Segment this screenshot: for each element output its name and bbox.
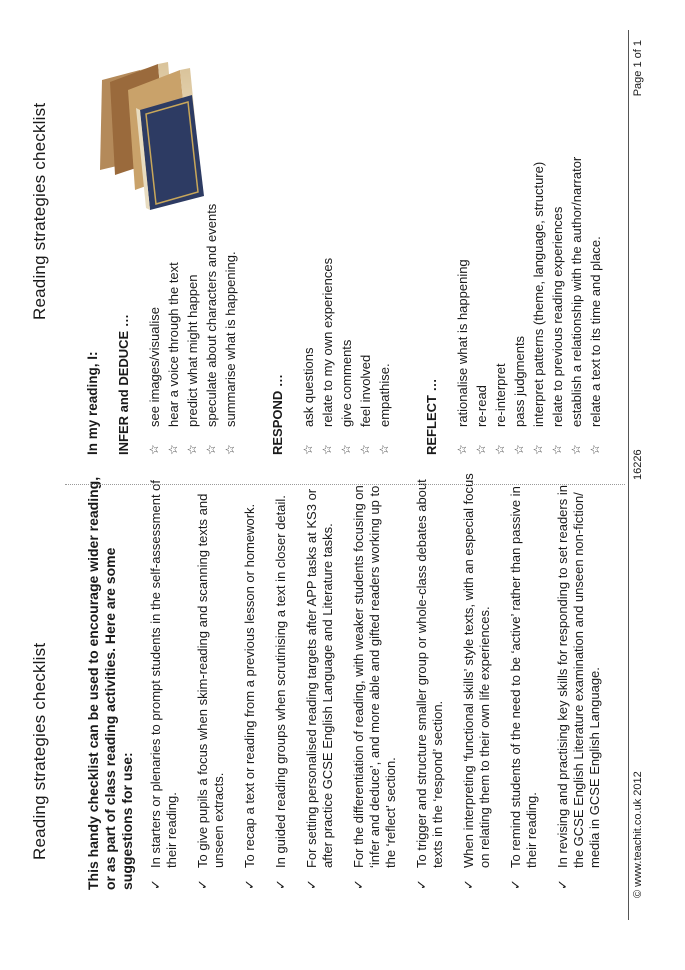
star-icon: ☆	[301, 444, 315, 455]
tick-icon: ✓	[508, 879, 523, 890]
star-icon: ☆	[320, 444, 334, 455]
star-icon: ☆	[569, 444, 583, 455]
use-item	[461, 470, 493, 890]
use-text: In guided reading groups when scrutinising a text in closer detail.	[273, 495, 288, 868]
checklist-item	[299, 35, 318, 455]
checklist-item	[472, 35, 491, 455]
checklist-item	[375, 35, 394, 455]
use-text: To recap a text or reading from a previous lesson or homework.	[242, 503, 257, 868]
use-text: To trigger and structure smaller group or whole-class debates about texts in the ‘respond’ section.	[414, 479, 445, 868]
section-title: INFER and DEDUCE …	[116, 314, 131, 455]
use-item	[195, 470, 227, 890]
checklist-item-text: ask questions	[301, 347, 316, 427]
star-icon: ☆	[223, 444, 237, 455]
checklist-item-text: relate a text to its time and place.	[588, 236, 603, 427]
star-icon: ☆	[204, 444, 218, 455]
use-item	[555, 470, 603, 890]
checklist-item-text: see images/visualise	[147, 307, 162, 427]
uses-list	[148, 470, 618, 890]
checklist-item-text: feel involved	[358, 354, 373, 427]
use-item	[414, 470, 446, 890]
book-stack	[100, 62, 204, 210]
footer	[628, 30, 644, 920]
tick-icon: ✓	[461, 879, 476, 890]
intro-text: This handy checklist can be used to encourage wider reading, or as part of class reading activities. Here are some suggestions for use:	[85, 476, 135, 890]
checklist-item-text: relate to my own experiences	[320, 257, 335, 427]
checklist-item	[337, 35, 356, 455]
right-title: Reading strategies checklist	[30, 102, 49, 320]
star-icon: ☆	[474, 444, 488, 455]
checklist-item	[567, 35, 586, 455]
use-item	[351, 470, 399, 890]
checklist-item-text: empathise.	[377, 363, 392, 427]
star-icon: ☆	[358, 444, 372, 455]
star-icon: ☆	[339, 444, 353, 455]
use-text: To remind students of the need to be ‘active’ rather than passive in their reading.	[508, 486, 539, 868]
tick-icon: ✓	[195, 879, 210, 890]
use-text: In starters or plenaries to prompt students in the self-assessment of their reading.	[148, 479, 179, 868]
checklist-item	[356, 35, 375, 455]
books-image	[80, 60, 205, 230]
checklist-item-text: give comments	[339, 339, 354, 427]
use-item	[304, 470, 336, 890]
use-text: For setting personalised reading targets after APP tasks at KS3 or after practice GCSE English Language and Literature tasks.	[304, 488, 335, 868]
tick-icon: ✓	[273, 879, 288, 890]
tick-icon: ✓	[148, 879, 163, 890]
footer-code: 16226	[632, 449, 644, 480]
section-title: REFLECT …	[424, 378, 439, 455]
checklist-item-text: re-read	[474, 385, 489, 427]
left-title: Reading strategies checklist	[30, 642, 49, 860]
checklist-item	[548, 35, 567, 455]
checklist-item-text: rationalise what is happening	[455, 259, 470, 427]
tick-icon: ✓	[414, 879, 429, 890]
checklist-item-text: relate to previous reading experiences	[550, 206, 565, 427]
star-icon: ☆	[512, 444, 526, 455]
checklist-heading: In my reading, I:	[85, 351, 100, 455]
use-item	[273, 470, 289, 890]
checklist-item	[318, 35, 337, 455]
tick-icon: ✓	[242, 879, 257, 890]
star-icon: ☆	[185, 444, 199, 455]
use-item	[508, 470, 540, 890]
checklist-item-text: establish a relationship with the author/narrator	[569, 156, 584, 427]
use-text: When interpreting ‘functional skills’ style texts, with an especial focus on relating them to their own life experiences.	[461, 473, 492, 868]
footer-copyright: © www.teachit.co.uk 2012	[632, 771, 644, 898]
checklist-item	[510, 35, 529, 455]
use-text: In revising and practising key skills for responding to set readers in the GCSE English Literature examination and unseen non-fiction/ media in GCSE English Language.	[555, 485, 602, 868]
checklist-item	[221, 35, 240, 455]
checklist-item-text: hear a voice through the text	[166, 262, 181, 427]
star-icon: ☆	[147, 444, 161, 455]
checklist-item	[491, 35, 510, 455]
checklist-item	[586, 35, 605, 455]
star-icon: ☆	[377, 444, 391, 455]
checklist-item-text: predict what might happen	[185, 274, 200, 427]
section-title: RESPOND …	[270, 374, 285, 455]
star-icon: ☆	[588, 444, 602, 455]
footer-page: Page 1 of 1	[632, 40, 644, 97]
star-icon: ☆	[493, 444, 507, 455]
checklist-item	[529, 35, 548, 455]
use-text: For the differentiation of reading, with weaker students focusing on ‘infer and deduce’, and more able and gifted readers working up to the ‘reflect’ section.	[351, 485, 398, 868]
checklist-item-text: re-interpret	[493, 363, 508, 427]
checklist-item-text: pass judgments	[512, 335, 527, 427]
star-icon: ☆	[550, 444, 564, 455]
use-item	[242, 470, 258, 890]
divider	[65, 484, 625, 485]
use-text: To give pupils a focus when skim-reading and scanning texts and unseen extracts.	[195, 493, 226, 868]
tick-icon: ✓	[555, 879, 570, 890]
star-icon: ☆	[455, 444, 469, 455]
star-icon: ☆	[166, 444, 180, 455]
checklist-item	[453, 35, 472, 455]
checklist-item-text: speculate about characters and events	[204, 203, 219, 427]
star-icon: ☆	[531, 444, 545, 455]
tick-icon: ✓	[304, 879, 319, 890]
checklist-item-text: interpret patterns (theme, language, structure)	[531, 161, 546, 427]
tick-icon: ✓	[351, 879, 366, 890]
use-item	[148, 470, 180, 890]
checklist-item-text: summarise what is happening.	[223, 251, 238, 427]
